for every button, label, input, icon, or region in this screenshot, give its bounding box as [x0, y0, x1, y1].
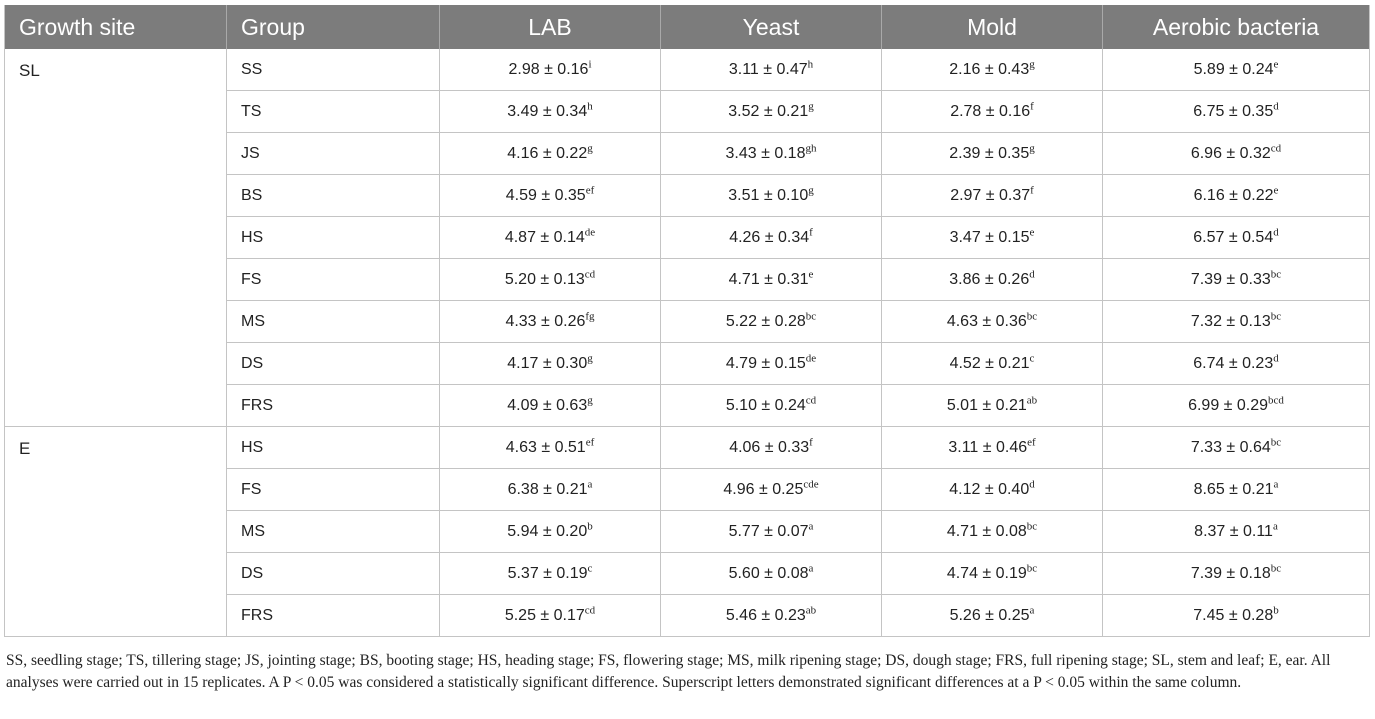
aerobic-bacteria-cell: [1103, 175, 1370, 217]
significance-superscript: bc: [1026, 310, 1038, 323]
lab-cell: [440, 511, 661, 553]
significance-superscript: de: [584, 226, 596, 239]
aerobic-bacteria-cell: [1103, 343, 1370, 385]
lab-cell: [440, 217, 661, 259]
significance-superscript: cd: [805, 394, 817, 407]
significance-superscript: cd: [1270, 142, 1282, 155]
lab-cell: [440, 595, 661, 637]
yeast-cell: [661, 385, 882, 427]
significance-superscript: gh: [805, 142, 817, 155]
value-text: 4.26 ± 0.34: [729, 228, 810, 246]
header-mold: Mold: [882, 5, 1103, 49]
growth-site-cell: SL: [5, 49, 227, 427]
value-text: 4.09 ± 0.63: [507, 396, 588, 414]
significance-superscript: a: [1273, 478, 1279, 491]
table-row: [5, 427, 1370, 469]
yeast-cell: [661, 91, 882, 133]
significance-superscript: g: [587, 352, 593, 365]
group-cell: DS: [227, 553, 440, 595]
mold-cell: [882, 259, 1103, 301]
significance-superscript: bc: [1270, 562, 1282, 575]
significance-superscript: g: [808, 100, 814, 113]
value-text: 7.39 ± 0.18: [1190, 564, 1271, 582]
value-text: 6.74 ± 0.23: [1193, 354, 1274, 372]
significance-superscript: a: [1029, 604, 1035, 617]
significance-superscript: f: [1030, 100, 1034, 113]
value-text: 7.45 ± 0.28: [1193, 606, 1274, 624]
aerobic-bacteria-cell: [1103, 511, 1370, 553]
significance-superscript: bc: [1270, 310, 1282, 323]
value-text: 2.16 ± 0.43: [949, 60, 1030, 78]
value-text: 4.59 ± 0.35: [505, 186, 586, 204]
significance-superscript: d: [1273, 352, 1279, 365]
group-cell: FS: [227, 259, 440, 301]
mold-cell: [882, 301, 1103, 343]
yeast-cell: [661, 469, 882, 511]
value-text: 2.39 ± 0.35: [949, 144, 1030, 162]
group-cell: SS: [227, 49, 440, 91]
aerobic-bacteria-cell: [1103, 301, 1370, 343]
header-row: [5, 5, 1370, 49]
table-header: [5, 5, 1370, 49]
yeast-cell: [661, 553, 882, 595]
value-text: 3.86 ± 0.26: [949, 270, 1030, 288]
value-text: 5.89 ± 0.24: [1193, 60, 1274, 78]
value-text: 5.77 ± 0.07: [728, 522, 809, 540]
significance-superscript: bc: [805, 310, 817, 323]
mold-cell: [882, 469, 1103, 511]
mold-cell: [882, 511, 1103, 553]
header-growth-site: Growth site: [5, 5, 227, 49]
significance-superscript: d: [1273, 100, 1279, 113]
aerobic-bacteria-cell: [1103, 259, 1370, 301]
significance-superscript: g: [1029, 142, 1035, 155]
mold-cell: [882, 427, 1103, 469]
significance-superscript: cd: [584, 268, 596, 281]
header-lab: LAB: [440, 5, 661, 49]
group-cell: JS: [227, 133, 440, 175]
yeast-cell: [661, 427, 882, 469]
group-cell: HS: [227, 427, 440, 469]
value-text: 4.63 ± 0.36: [946, 312, 1027, 330]
mold-cell: [882, 91, 1103, 133]
lab-cell: [440, 49, 661, 91]
value-text: 4.79 ± 0.15: [725, 354, 806, 372]
value-text: 3.49 ± 0.34: [507, 102, 588, 120]
yeast-cell: [661, 343, 882, 385]
significance-superscript: a: [1272, 520, 1278, 533]
significance-superscript: c: [1029, 352, 1035, 365]
header-aerobic-bacteria: Aerobic bacteria: [1103, 5, 1370, 49]
significance-superscript: f: [809, 436, 813, 449]
yeast-cell: [661, 175, 882, 217]
lab-cell: [440, 553, 661, 595]
significance-superscript: ef: [585, 184, 595, 197]
header-group: Group: [227, 5, 440, 49]
aerobic-bacteria-cell: [1103, 427, 1370, 469]
value-text: 7.39 ± 0.33: [1190, 270, 1271, 288]
mold-cell: [882, 133, 1103, 175]
significance-superscript: d: [1029, 268, 1035, 281]
value-text: 5.22 ± 0.28: [725, 312, 806, 330]
value-text: 6.38 ± 0.21: [507, 480, 588, 498]
value-text: 5.25 ± 0.17: [504, 606, 585, 624]
mold-cell: [882, 217, 1103, 259]
aerobic-bacteria-cell: [1103, 217, 1370, 259]
group-cell: FS: [227, 469, 440, 511]
aerobic-bacteria-cell: [1103, 385, 1370, 427]
value-text: 8.37 ± 0.11: [1194, 522, 1273, 540]
yeast-cell: [661, 49, 882, 91]
lab-cell: [440, 175, 661, 217]
value-text: 3.51 ± 0.10: [728, 186, 809, 204]
value-text: 6.75 ± 0.35: [1193, 102, 1274, 120]
significance-superscript: bc: [1270, 268, 1282, 281]
significance-superscript: g: [587, 394, 593, 407]
value-text: 3.43 ± 0.18: [725, 144, 806, 162]
table-body: [5, 49, 1370, 637]
group-cell: FRS: [227, 385, 440, 427]
aerobic-bacteria-cell: [1103, 595, 1370, 637]
value-text: 4.12 ± 0.40: [949, 480, 1030, 498]
lab-cell: [440, 133, 661, 175]
table-row: [5, 49, 1370, 91]
group-cell: FRS: [227, 595, 440, 637]
aerobic-bacteria-cell: [1103, 49, 1370, 91]
lab-cell: [440, 469, 661, 511]
lab-cell: [440, 301, 661, 343]
significance-superscript: ef: [1027, 436, 1036, 449]
yeast-cell: [661, 259, 882, 301]
value-text: 4.74 ± 0.19: [946, 564, 1027, 582]
value-text: 2.78 ± 0.16: [950, 102, 1031, 120]
value-text: 5.20 ± 0.13: [504, 270, 585, 288]
significance-superscript: d: [1029, 478, 1035, 491]
yeast-cell: [661, 595, 882, 637]
value-text: 3.47 ± 0.15: [949, 228, 1030, 246]
significance-superscript: fg: [585, 310, 595, 323]
value-text: 4.17 ± 0.30: [507, 354, 588, 372]
significance-superscript: g: [587, 142, 593, 155]
mold-cell: [882, 553, 1103, 595]
aerobic-bacteria-cell: [1103, 133, 1370, 175]
value-text: 7.33 ± 0.64: [1190, 438, 1271, 456]
value-text: 5.01 ± 0.21: [946, 396, 1027, 414]
value-text: 4.87 ± 0.14: [504, 228, 585, 246]
value-text: 7.32 ± 0.13: [1190, 312, 1271, 330]
significance-superscript: f: [809, 226, 813, 239]
significance-superscript: cd: [584, 604, 596, 617]
value-text: 4.96 ± 0.25: [723, 480, 804, 498]
significance-superscript: b: [587, 520, 593, 533]
group-cell: TS: [227, 91, 440, 133]
significance-superscript: a: [808, 520, 814, 533]
value-text: 5.10 ± 0.24: [725, 396, 806, 414]
table-footnote: SS, seedling stage; TS, tillering stage; JS, jointing stage; BS, booting stage; HS, heading stage; FS, flowering stage; MS, milk ripening stage; DS, dough stage; FRS, full ripening stage; SL, stem and leaf; E, ear. All analyses were carried out in 15 replicates. A P < 0.05 was considered a statistically significant difference. Superscript letters demonstrated significant differences at a P < 0.05 within the same column.: [6, 652, 1331, 691]
significance-superscript: ef: [585, 436, 595, 449]
lab-cell: [440, 259, 661, 301]
value-text: 2.97 ± 0.37: [950, 186, 1031, 204]
aerobic-bacteria-cell: [1103, 91, 1370, 133]
significance-superscript: e: [1029, 226, 1035, 239]
aerobic-bacteria-cell: [1103, 553, 1370, 595]
value-text: 4.71 ± 0.31: [728, 270, 809, 288]
significance-superscript: a: [808, 562, 814, 575]
significance-superscript: g: [1029, 58, 1035, 71]
lab-cell: [440, 343, 661, 385]
header-yeast: Yeast: [661, 5, 882, 49]
mold-cell: [882, 595, 1103, 637]
significance-superscript: i: [588, 58, 592, 71]
significance-superscript: e: [808, 268, 814, 281]
data-table: [4, 5, 1370, 637]
significance-superscript: ab: [805, 604, 817, 617]
significance-superscript: h: [587, 100, 593, 113]
value-text: 6.16 ± 0.22: [1193, 186, 1274, 204]
value-text: 5.46 ± 0.23: [725, 606, 806, 624]
value-text: 5.26 ± 0.25: [949, 606, 1030, 624]
value-text: 4.71 ± 0.08: [946, 522, 1027, 540]
significance-superscript: bc: [1026, 520, 1038, 533]
value-text: 4.16 ± 0.22: [507, 144, 588, 162]
yeast-cell: [661, 301, 882, 343]
group-cell: BS: [227, 175, 440, 217]
value-text: 5.60 ± 0.08: [728, 564, 809, 582]
group-cell: HS: [227, 217, 440, 259]
value-text: 4.06 ± 0.33: [729, 438, 810, 456]
significance-superscript: e: [1273, 184, 1279, 197]
significance-superscript: h: [807, 58, 814, 71]
significance-superscript: c: [587, 562, 593, 575]
value-text: 4.63 ± 0.51: [505, 438, 586, 456]
significance-superscript: e: [1273, 58, 1279, 71]
significance-superscript: ab: [1026, 394, 1038, 407]
significance-superscript: a: [587, 478, 593, 491]
value-text: 4.52 ± 0.21: [949, 354, 1030, 372]
value-text: 8.65 ± 0.21: [1193, 480, 1274, 498]
significance-superscript: f: [1030, 184, 1034, 197]
group-cell: MS: [227, 301, 440, 343]
value-text: 3.11 ± 0.46: [948, 438, 1028, 456]
significance-superscript: b: [1273, 604, 1279, 617]
value-text: 6.99 ± 0.29: [1188, 396, 1269, 414]
group-cell: DS: [227, 343, 440, 385]
value-text: 5.94 ± 0.20: [507, 522, 588, 540]
significance-superscript: g: [808, 184, 814, 197]
significance-superscript: bcd: [1268, 394, 1284, 407]
mold-cell: [882, 175, 1103, 217]
growth-site-cell: E: [5, 427, 227, 637]
value-text: 2.98 ± 0.16: [508, 60, 589, 78]
significance-superscript: cde: [803, 478, 819, 491]
lab-cell: [440, 91, 661, 133]
mold-cell: [882, 385, 1103, 427]
lab-cell: [440, 427, 661, 469]
yeast-cell: [661, 133, 882, 175]
value-text: 3.52 ± 0.21: [728, 102, 809, 120]
value-text: 5.37 ± 0.19: [507, 564, 588, 582]
yeast-cell: [661, 511, 882, 553]
value-text: 4.33 ± 0.26: [505, 312, 586, 330]
significance-superscript: bc: [1026, 562, 1038, 575]
value-text: 6.96 ± 0.32: [1190, 144, 1271, 162]
significance-superscript: bc: [1270, 436, 1282, 449]
group-cell: MS: [227, 511, 440, 553]
lab-cell: [440, 385, 661, 427]
value-text: 6.57 ± 0.54: [1193, 228, 1274, 246]
value-text: 3.11 ± 0.47: [728, 60, 808, 78]
mold-cell: [882, 343, 1103, 385]
mold-cell: [882, 49, 1103, 91]
significance-superscript: de: [805, 352, 817, 365]
significance-superscript: d: [1273, 226, 1279, 239]
yeast-cell: [661, 217, 882, 259]
aerobic-bacteria-cell: [1103, 469, 1370, 511]
